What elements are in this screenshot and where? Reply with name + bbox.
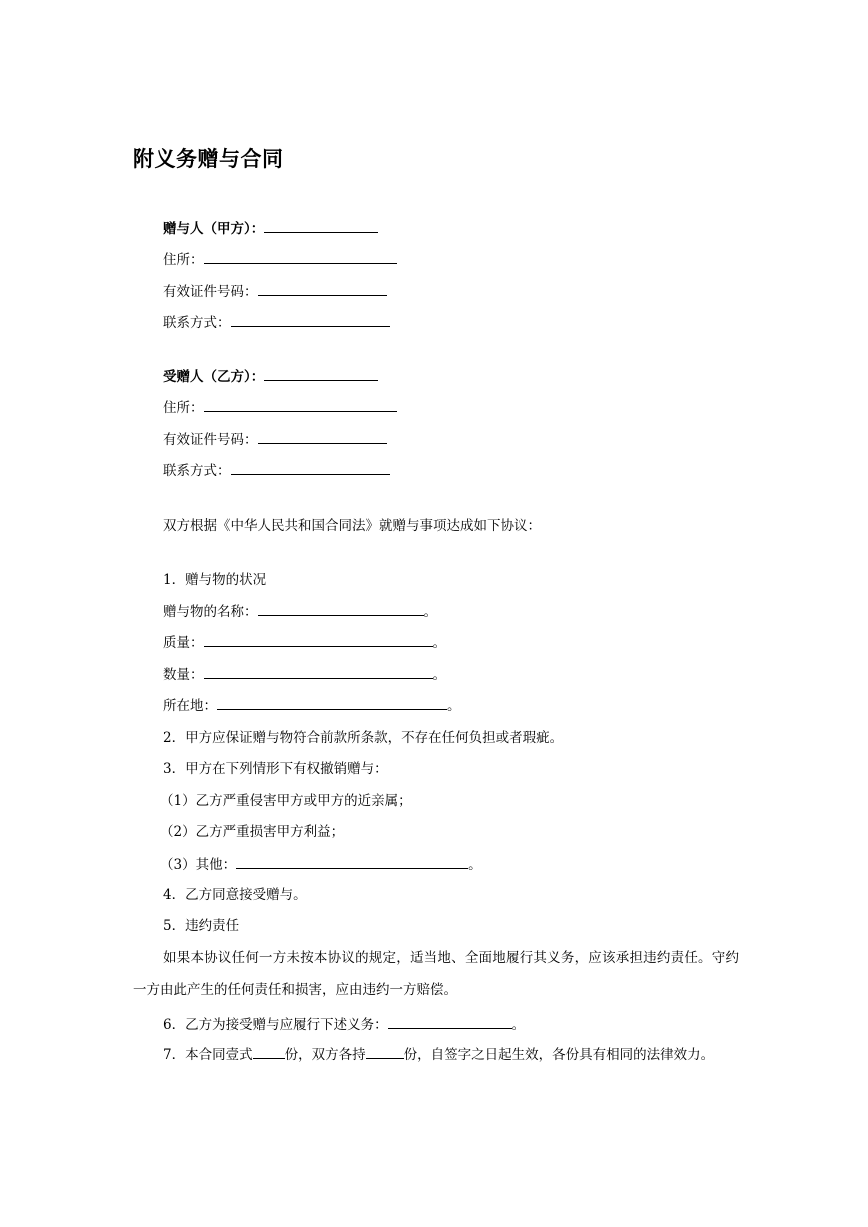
period: 。 bbox=[432, 667, 446, 683]
clause-3-3-row bbox=[160, 855, 482, 874]
donee-id-blank bbox=[258, 430, 387, 444]
clause-7 bbox=[133, 1039, 739, 1071]
clause-6-row bbox=[163, 1015, 525, 1034]
copies-total-blank bbox=[253, 1045, 285, 1059]
donee-contact-blank bbox=[231, 461, 390, 475]
gift-quality-label: 质量： bbox=[163, 635, 204, 651]
copies-each-blank bbox=[366, 1045, 404, 1059]
period: 。 bbox=[432, 635, 446, 651]
gift-quantity-row bbox=[163, 665, 446, 684]
gift-location-label: 所在地： bbox=[163, 698, 217, 714]
period: 。 bbox=[423, 604, 437, 620]
donor-name-blank bbox=[264, 219, 378, 233]
donor-id-blank bbox=[258, 282, 387, 296]
donor-label: 赠与人（甲方）： bbox=[163, 221, 265, 237]
gift-quality-blank bbox=[204, 633, 433, 647]
donee-id-label: 有效证件号码： bbox=[163, 432, 258, 448]
clause-5-text: 如果本协议任何一方未按本协议的规定，适当地、全面地履行其义务，应该承担违约责任。守约一方由此产生的任何责任和损害，应由违约一方赔偿。 bbox=[133, 950, 739, 998]
donor-address-blank bbox=[204, 250, 397, 264]
clause-7-part-c: 份，自签字之日起生效，各份具有相同的法律效力。 bbox=[403, 1047, 715, 1063]
gift-location-blank bbox=[217, 696, 447, 710]
donee-id-row bbox=[163, 430, 387, 449]
donor-id-label: 有效证件号码： bbox=[163, 284, 258, 300]
clause-3-1: （1）乙方严重侵害甲方或甲方的近亲属； bbox=[160, 793, 412, 809]
donee-contact-row bbox=[163, 461, 390, 480]
intro-text: 双方根据《中华人民共和国合同法》就赠与事项达成如下协议： bbox=[163, 518, 541, 534]
donee-label-row bbox=[163, 367, 378, 386]
clause-4: 4．乙方同意接受赠与。 bbox=[163, 887, 307, 903]
donee-address-row bbox=[163, 398, 397, 417]
gift-quality-row bbox=[163, 633, 446, 652]
donee-address-blank bbox=[204, 398, 397, 412]
period: 。 bbox=[447, 698, 461, 714]
clause-1-title: 1．赠与物的状况 bbox=[163, 572, 267, 588]
clause-7-part-a: 7．本合同壹式 bbox=[163, 1047, 253, 1063]
donor-label-row bbox=[163, 219, 378, 238]
donee-contact-label: 联系方式： bbox=[163, 463, 231, 479]
gift-name-blank bbox=[258, 602, 424, 616]
donor-contact-row bbox=[163, 313, 390, 332]
donee-address-label: 住所： bbox=[163, 400, 204, 416]
donor-address-label: 住所： bbox=[163, 252, 204, 268]
clause-6-label: 6．乙方为接受赠与应履行下述义务： bbox=[163, 1017, 388, 1033]
other-blank bbox=[236, 855, 468, 869]
contract-title: 附义务赠与合同 bbox=[133, 147, 284, 171]
gift-name-label: 赠与物的名称： bbox=[163, 604, 258, 620]
clause-3-3-label: （3）其他： bbox=[160, 857, 237, 873]
gift-name-row bbox=[163, 602, 437, 621]
gift-quantity-blank bbox=[204, 665, 433, 679]
clause-3: 3．甲方在下列情形下有权撤销赠与： bbox=[163, 761, 388, 777]
donor-address-row bbox=[163, 250, 397, 269]
clause-2: 2．甲方应保证赠与物符合前款所条款，不存在任何负担或者瑕疵。 bbox=[163, 730, 564, 746]
gift-location-row bbox=[163, 696, 461, 715]
donee-label: 受赠人（乙方）： bbox=[163, 369, 265, 385]
obligation-blank bbox=[388, 1015, 512, 1029]
donor-contact-label: 联系方式： bbox=[163, 315, 231, 331]
donee-name-blank bbox=[264, 367, 378, 381]
clause-7-part-b: 份，双方各持 bbox=[284, 1047, 366, 1063]
gift-quantity-label: 数量： bbox=[163, 667, 204, 683]
clause-5: 5．违约责任 bbox=[163, 918, 240, 934]
donor-id-row bbox=[163, 282, 387, 301]
clause-3-2: （2）乙方严重损害甲方利益； bbox=[160, 824, 345, 840]
period: 。 bbox=[511, 1017, 526, 1033]
period: 。 bbox=[468, 857, 482, 873]
donor-contact-blank bbox=[231, 313, 390, 327]
